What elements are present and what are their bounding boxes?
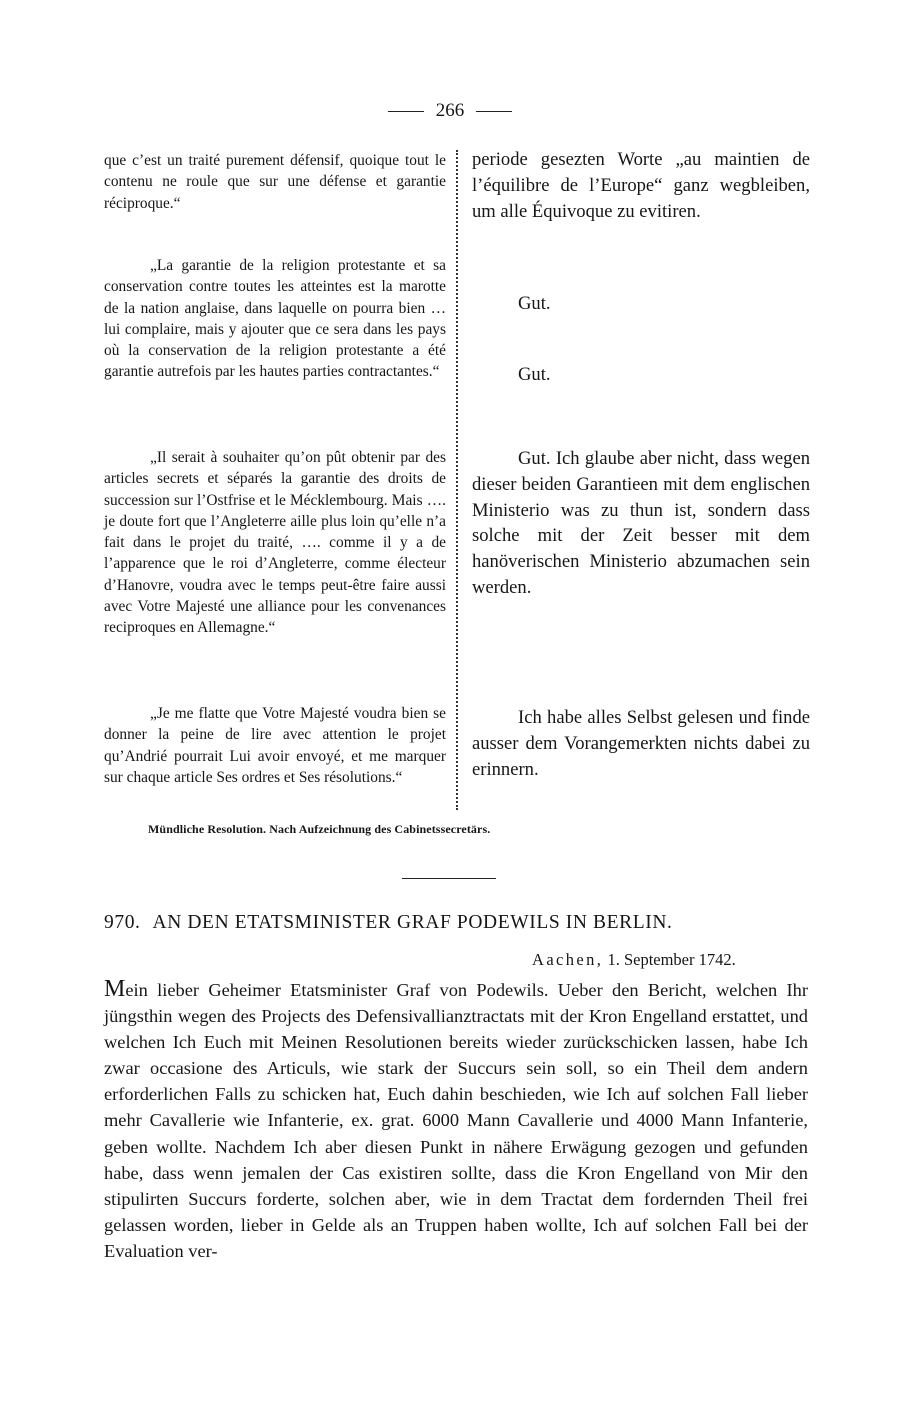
right-paragraph-5	[472, 705, 810, 782]
right-paragraph-2	[472, 291, 810, 317]
right-paragraph-text: periode gesezten Worte „au maintien de l’équilibre de l’Europe“ ganz wegbleiben, um alle Équivoque zu evitiren.	[472, 149, 810, 222]
column-divider	[456, 150, 458, 810]
dateline-place: Aachen,	[532, 950, 604, 969]
left-paragraph-1	[104, 150, 446, 214]
section-rule	[402, 878, 496, 879]
right-paragraph-1	[472, 147, 810, 224]
footnote: Mündliche Resolution. Nach Aufzeichnung des Cabinetssecretärs.	[148, 822, 491, 836]
dateline-date: 1. September 1742.	[607, 950, 736, 969]
left-paragraph-text: „Il serait à souhaiter qu’on pût obtenir par des articles secrets et séparés la garantie des droits de succession sur l’Ostfrise et le Mécklembourg. Mais …. je doute fort que l’Angleterre aille plus loin qu’elle n’a fait dans le projet du traité, …. comme il y a de l’apparence que le roi d’Angleterre, comme électeur d’Hanovre, voudra avec le temps peut-être faire aussi avec Votre Majesté une alliance pour les convenances reciproques en Allemagne.“	[104, 449, 446, 637]
right-paragraph-text: Gut.	[518, 364, 551, 385]
left-paragraph-text: „La garantie de la religion protestante et sa conservation contre toutes les atteintes est la marotte de la nation anglaise, dans laquelle on pourra bien … lui complaire, mais y ajouter que ce sera dans les pays où la conservation de la religion protestante a été garantie autrefois par les hautes parties contractantes.“	[104, 257, 446, 381]
right-paragraph-text: Ich habe alles Selbst gelesen und finde ausser dem Vorangemerkten nichts dabei zu erinnern.	[472, 707, 810, 780]
right-paragraph-4	[472, 446, 810, 601]
left-paragraph-2	[104, 255, 446, 383]
page-number: 266	[435, 100, 465, 121]
left-paragraph-4	[104, 703, 446, 788]
letter-text: ein lieber Geheimer Etatsminister Graf von Podewils. Ueber den Bericht, welchen Ihr jüngsthin wegen des Projects des Defensivallianztractats mit der Kron Engelland erstattet, und welchen Ich Euch mit Meinen Resolutionen bereits wieder zurückschicken lassen, habe Ich zwar occasione des Articuls, wie stark der Succurs sein soll, so ein Theil dem andern erforderlichen Falls zu schicken hat, Euch dahin beschieden, wie Ich auf solchen Fall lieber mehr Cavallerie wie Infanterie, ex. grat. 6000 Mann Cavallerie und 4000 Mann Infanterie, geben wollte. Nachdem Ich aber diesen Punkt in nähere Erwägung gezogen und gefunden habe, dass wenn jemalen der Cas existiren sollte, dass die Kron Engelland von Mir den stipulirten Succurs forderte, solchen aber, wie in dem Tractat dem fordernden Theil frei gelassen worden, lieber in Gelde als an Truppen haben wollte, Ich auf solchen Fall bei der Evaluation ver-	[104, 980, 808, 1261]
header-dash-right	[476, 111, 512, 112]
left-paragraph-3	[104, 447, 446, 639]
right-paragraph-3	[472, 362, 810, 388]
left-paragraph-text: que c’est un traité purement défensif, quoique tout le contenu ne roule que sur une défense et garantie réciproque.“	[104, 152, 446, 212]
letter-paragraph	[104, 976, 808, 1264]
page-header	[0, 100, 900, 122]
header-dash-left	[388, 111, 424, 112]
section-title: AN DEN ETATSMINISTER GRAF PODEWILS IN BERLIN.	[152, 912, 673, 933]
section-heading	[104, 912, 812, 934]
left-paragraph-text: „Je me flatte que Votre Majesté voudra bien se donner la peine de lire avec attention le projet qu’Andrié pourrait Lui avoir envoyé, et me marquer sur chaque article Ses ordres et Ses résolutions.“	[104, 705, 446, 786]
section-number: 970.	[104, 912, 141, 933]
letter-body	[104, 976, 808, 1264]
dateline	[532, 950, 736, 970]
dropcap: M	[104, 976, 126, 1002]
right-paragraph-text: Gut. Ich glaube aber nicht, dass wegen dieser beiden Garantieen mit dem englischen Ministerio was zu thun ist, sondern dass solche mit der Zeit besser mit dem hanöverischen Ministerio abzumachen sein werden.	[472, 448, 810, 598]
right-paragraph-text: Gut.	[518, 293, 551, 314]
